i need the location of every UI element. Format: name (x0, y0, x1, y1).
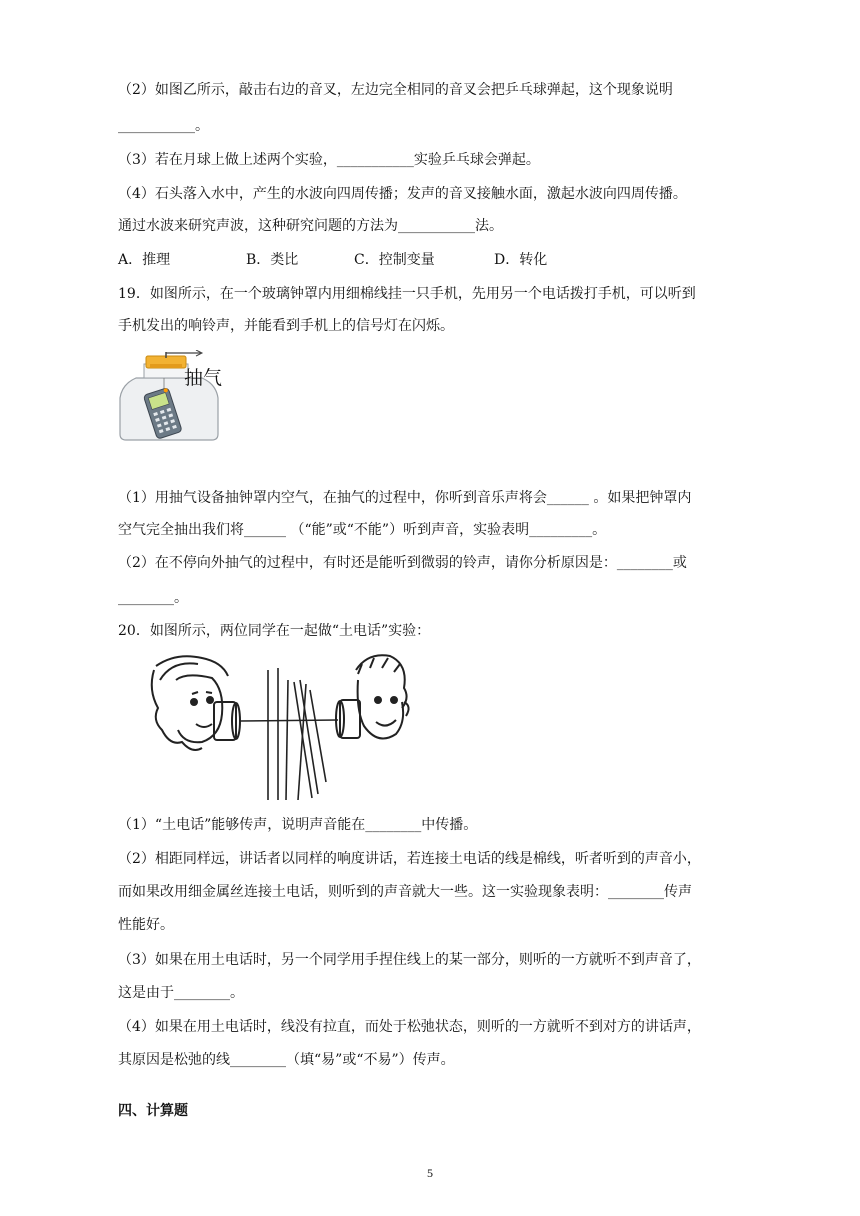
q20-part4-line2: 其原因是松弛的线________（填“易”或“不易”）传声。 (118, 1052, 455, 1068)
q19-part1-line2: 空气完全抽出我们将______ （“能”或“不能”）听到声音，实验表明_________。 (118, 522, 607, 538)
q20-part3-line1: （3）如果在用土电话时，另一个同学用手捏住线上的某一部分，则听的一方就听不到声音了， (118, 952, 701, 968)
q18-option-b: B．类比 (246, 252, 299, 268)
string-telephone-figure (142, 650, 412, 802)
q20-part3-line2: 这是由于________。 (118, 985, 244, 1001)
q18-part4-line1: （4）石头落入水中，产生的水波向四周传播；发声的音叉接触水面，激起水波向四周传播。 (118, 186, 687, 202)
q20-part2-line2: 而如果改用细金属丝连接土电话，则听到的声音就大一些。这一实验现象表明：________传声 (118, 884, 692, 900)
q18-option-c: C．控制变量 (354, 252, 435, 268)
q18-part2-line2: ___________。 (118, 118, 209, 134)
q20-part2-line3: 性能好。 (118, 917, 174, 933)
q19-stem-line1: 19．如图所示，在一个玻璃钟罩内用细棉线挂一只手机，先用另一个电话拨打手机，可以听到 (118, 286, 696, 302)
page-number: 5 (427, 1166, 433, 1180)
q18-part3: （3）若在月球上做上述两个实验，___________实验乒乓球会弹起。 (118, 152, 540, 168)
q20-part1: （1）“土电话”能够传声，说明声音能在________中传播。 (118, 817, 478, 833)
q20-part4-line1: （4）如果在用土电话时，线没有拉直，而处于松弛状态，则听的一方就听不到对方的讲话声， (118, 1019, 701, 1035)
q19-part2-line1: （2）在不停向外抽气的过程中，有时还是能听到微弱的铃声，请你分析原因是：________或 (118, 555, 687, 571)
q20-part2-line1: （2）相距同样远，讲话者以同样的响度讲话，若连接土电话的线是棉线，听者听到的声音小， (118, 851, 701, 867)
q18-part2-line1: （2）如图乙所示，敲击右边的音叉，左边完全相同的音叉会把乒乓球弹起，这个现象说明 (118, 82, 673, 98)
q19-part1-line1: （1）用抽气设备抽钟罩内空气，在抽气的过程中，你听到音乐声将会______ 。如果把钟罩内 (118, 490, 692, 506)
q19-part2-line2: ________。 (118, 590, 188, 606)
q18-option-d: D．转化 (494, 252, 548, 268)
q19-stem-line2: 手机发出的响铃声，并能看到手机上的信号灯在闪烁。 (118, 318, 454, 334)
bell-jar-figure (116, 350, 226, 442)
figure-label-pump: 抽气 (184, 367, 223, 389)
q18-part4-line2: 通过水波来研究声波，这种研究问题的方法为___________法。 (118, 218, 503, 234)
q20-stem: 20．如图所示，两位同学在一起做“土电话”实验： (118, 623, 431, 639)
q18-option-a: A．推理 (118, 252, 171, 268)
section-heading-calculation: 四、计算题 (118, 1103, 188, 1119)
